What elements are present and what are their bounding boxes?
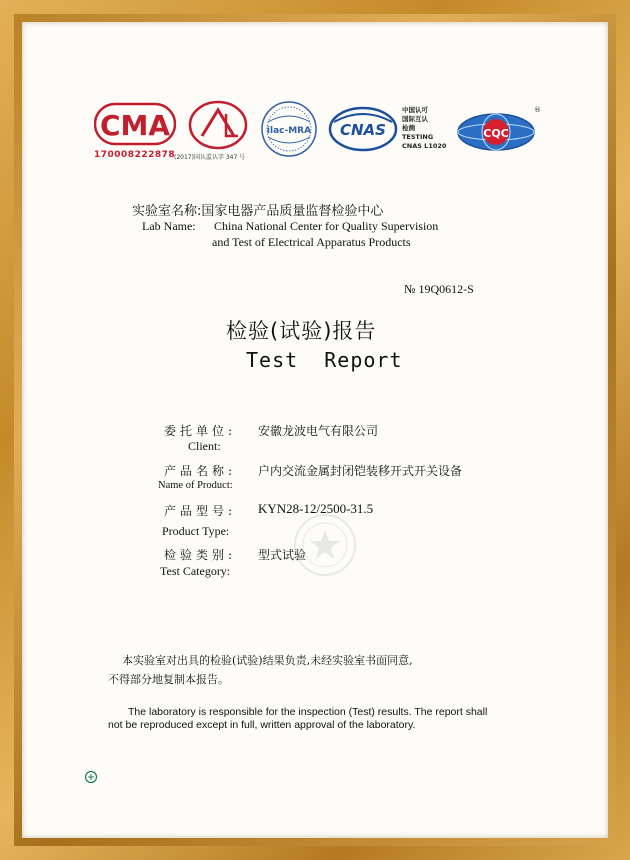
cnas-line: 中国认可 [402, 106, 428, 114]
client-label-cn: 委托单位: [164, 424, 237, 438]
notice-cn-line2: 不得部分地复制本报告。 [108, 673, 229, 686]
cnas-line: CNAS L1020 [402, 142, 447, 150]
svg-text:CMA: CMA [99, 109, 171, 142]
notice-en-line2: not be reproduced except in full, written approval of the laboratory. [108, 719, 416, 731]
notice-en-line1: The laboratory is responsible for the inspection (Test) results. The report shall [128, 706, 488, 718]
cal-logo-icon [188, 100, 248, 150]
client-value: 安徽龙波电气有限公司 [258, 424, 379, 438]
cnas-line: TESTING [402, 133, 434, 141]
report-title-en: Test Report [246, 348, 403, 372]
cqc-logo-icon [454, 110, 538, 154]
faint-seal-icon [292, 512, 358, 578]
certificate-page [22, 22, 608, 838]
category-label-cn: 检验类别: [164, 548, 237, 562]
registered-mark: ® [534, 106, 541, 114]
lab-label-en: Lab Name: [142, 219, 196, 233]
cnas-line: 国际互认 [402, 115, 428, 123]
lab-name-cn [132, 200, 383, 219]
cma-logo-icon [94, 102, 176, 148]
category-value: 型式试验 [258, 548, 307, 562]
type-value: KYN28-12/2500-31.5 [258, 501, 374, 516]
svg-text:ilac-MRA: ilac-MRA [266, 126, 312, 136]
report-number-value: 19Q0612-S [418, 282, 474, 296]
lab-label-cn: 实验室名称: [132, 204, 202, 219]
notice-cn-line1: 本实验室对出具的检验(试验)结果负责,未经实验室书面同意, [122, 654, 413, 667]
client-label-en: Client: [188, 439, 221, 453]
report-number-prefix: № [404, 282, 416, 296]
product-label-en: Name of Product: [158, 480, 233, 491]
svg-text:CNAS: CNAS [340, 121, 386, 139]
cnas-logo-icon [328, 106, 398, 152]
report-number [404, 282, 474, 297]
lab-name-en-line1: China National Center for Quality Supervision [214, 219, 439, 233]
cal-reg-text: (2017)国认监认字 347 号 [174, 154, 246, 161]
product-value: 户内交流金属封闭铠装移开式开关设备 [258, 464, 463, 478]
type-label-en: Product Type: [162, 524, 230, 538]
cnas-line: 检测 [402, 124, 415, 132]
cnas-accreditation-text [402, 106, 446, 151]
lab-value-cn: 国家电器产品质量监督检验中心 [201, 204, 384, 219]
category-label-en: Test Category: [160, 564, 231, 578]
ilac-mra-logo-icon [260, 100, 318, 158]
cma-reg-number: 170008222878 [94, 150, 176, 160]
product-label-cn: 产品名称: [164, 464, 237, 478]
svg-text:CQC: CQC [483, 127, 509, 140]
corner-mark-icon [84, 770, 98, 784]
lab-name-en-line2: and Test of Electrical Apparatus Products [212, 235, 411, 249]
report-title-cn: 检验(试验)报告 [226, 319, 377, 343]
type-label-cn: 产品型号: [164, 504, 237, 518]
